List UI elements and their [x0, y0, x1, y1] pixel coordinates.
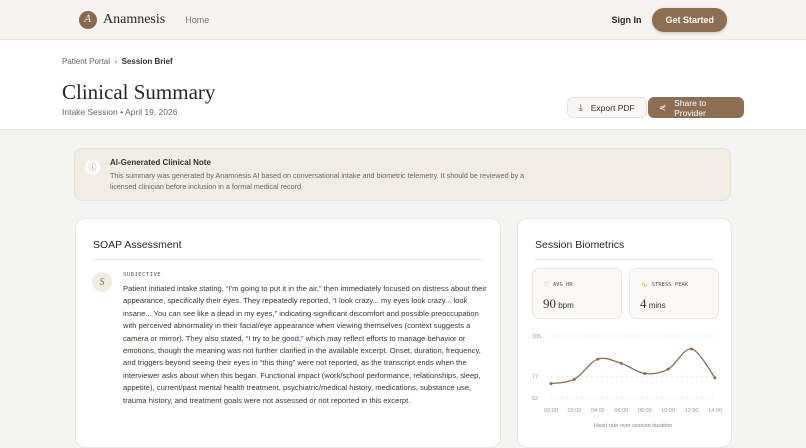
share-icon: ⋞	[659, 102, 667, 112]
logo-icon[interactable]: A	[79, 11, 97, 29]
data-point	[596, 358, 599, 361]
x-tick-label: 02:00	[567, 408, 582, 414]
section-label: SUBJECTIVE	[123, 272, 162, 278]
heart-icon: ♡	[544, 280, 549, 289]
get-started-button[interactable]: Get Started	[652, 8, 727, 32]
avg-hr-unit: bpm	[558, 301, 574, 310]
top-nav	[0, 0, 806, 40]
divider	[93, 259, 483, 260]
soap-title: SOAP Assessment	[93, 239, 182, 251]
subjective-text: Patient initiated intake stating, “I'm going to put it in the air,” then immediately focused on distress about their appearance, specifically their eyes. They repeatedly reported, “I look crazy... my eyes look crazy... look insane... You can see like a dead in my eyes,” indicating significant discomfort and possible preoccupation with perceived abnormality in their facial/eye appearance when viewing themselves (context suggests a camera or mirror). They also stated, “I try to be good,” which may reflect efforts to manage behavior or emotions, though the meaning was not further clarified in the available excerpt. Onset, duration, frequency, and triggers beyond seeing their eyes in “this thing” were not reported, as the transcript ends when the interviewer asks about when this began. Functional impact (work/school performance, relationships, sleep, appetite), current/past mental health treatment, psychiatric/medical history, medications, substance use, trauma history, and treatment goals were not assessed or not reported in this excerpt.	[123, 284, 487, 405]
x-tick-label: 00:00	[544, 408, 558, 414]
avg-hr-label: AVG HR	[552, 281, 573, 288]
data-point	[573, 378, 576, 381]
x-tick-label: 10:00	[661, 408, 676, 414]
sign-in-link[interactable]: Sign In	[611, 14, 642, 25]
data-point	[667, 368, 670, 371]
data-point	[714, 376, 717, 379]
x-tick-label: 08:00	[637, 408, 652, 414]
activity-icon: ∿	[641, 280, 648, 289]
x-tick-label: 14:00	[708, 408, 722, 414]
ai-notice	[74, 148, 731, 201]
x-tick-label: 12:00	[684, 408, 699, 414]
section-avatar: S	[92, 272, 112, 292]
data-point	[643, 372, 646, 375]
breadcrumb: Patient Portal › Session Brief	[62, 57, 173, 66]
page-title: Clinical Summary	[62, 80, 216, 104]
data-point	[620, 362, 623, 365]
heart-rate-chart	[518, 219, 733, 434]
data-point	[550, 382, 553, 385]
stress-label: STRESS PEAK	[651, 281, 689, 288]
x-tick-label: 06:00	[614, 408, 629, 414]
x-axis-label: Heart rate over session duration	[593, 423, 673, 429]
info-icon: ⓘ	[85, 160, 100, 175]
x-tick-label: 04:00	[590, 408, 605, 414]
y-tick-label: 62	[532, 396, 539, 402]
stress-value: 4	[640, 296, 647, 311]
export-pdf-button[interactable]	[567, 97, 647, 118]
soap-card	[75, 218, 501, 448]
notice-title: AI-Generated Clinical Note	[110, 158, 211, 167]
share-to-provider-button[interactable]	[648, 97, 744, 118]
avg-hr-value: 90	[543, 296, 556, 311]
breadcrumb-session-brief: Session Brief	[121, 57, 173, 66]
breadcrumb-patient-portal[interactable]: Patient Portal	[62, 57, 111, 66]
nav-home-link[interactable]: Home	[185, 14, 210, 25]
notice-body: This summary was generated by Anamnesis AI based on conversational intake and biometric telemetry. It should be reviewed by a licensed clinician before inclusion in a formal medical record.	[110, 171, 525, 191]
download-icon: ⤓	[579, 102, 583, 112]
y-tick-label: 77	[532, 374, 539, 381]
y-tick-label: 105	[532, 334, 542, 340]
stress-unit: mins	[648, 301, 666, 310]
biometrics-card	[517, 218, 732, 448]
biometrics-title: Session Biometrics	[535, 239, 625, 251]
data-point	[690, 347, 693, 350]
share-label: Share to Provider	[674, 97, 707, 118]
export-label: Export PDF	[590, 102, 635, 113]
page-header	[0, 40, 806, 130]
page-subtitle: Intake Session • April 19, 2026	[62, 107, 178, 117]
brand-name[interactable]: Anamnesis	[103, 11, 166, 27]
